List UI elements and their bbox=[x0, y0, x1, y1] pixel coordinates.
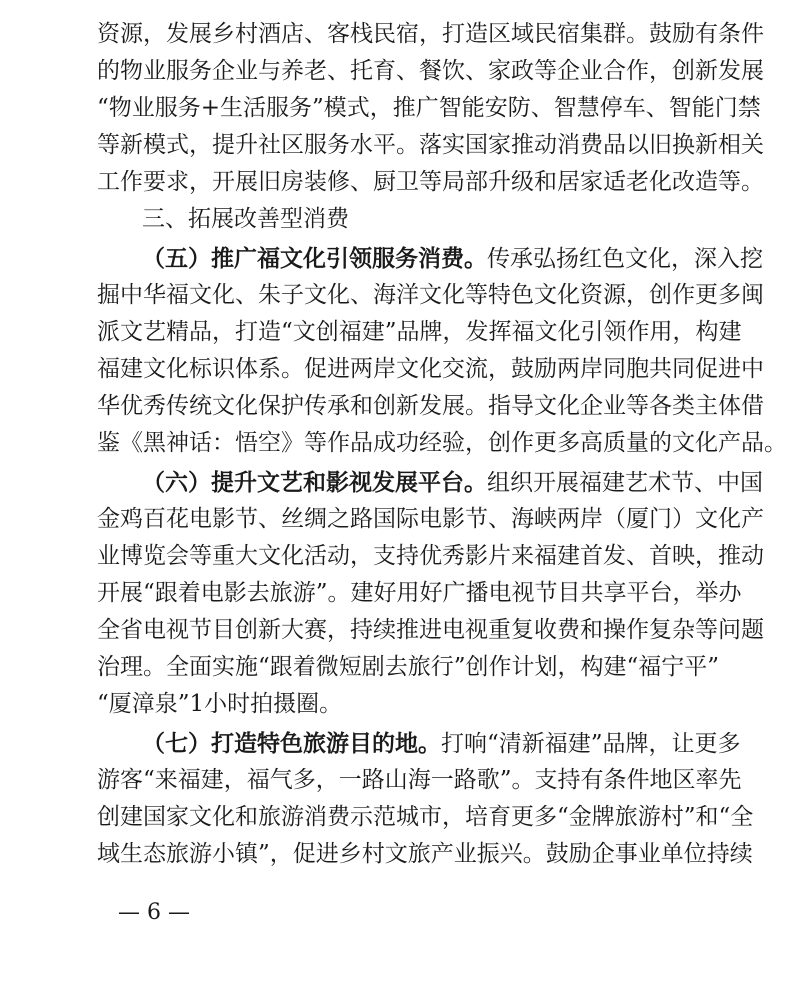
section-heading: 三、拓展改善型消费 bbox=[142, 206, 349, 232]
body-text-line: 全省电视节目创新大赛，持续推进电视重复收费和操作复杂等问题 bbox=[97, 617, 764, 643]
paragraph-subheading: （六）提升文艺和影视发展平台。 bbox=[142, 469, 487, 496]
body-text-line: 等新模式，提升社区服务水平。落实国家推动消费品以旧换新相关 bbox=[97, 132, 764, 158]
body-text-line: 域生态旅游小镇”，促进乡村文旅产业振兴。鼓励企事业单位持续 bbox=[97, 841, 753, 867]
body-text-line: 资源，发展乡村酒店、客栈民宿，打造区域民宿集群。鼓励有条件 bbox=[97, 21, 764, 47]
body-text-line: 派文艺精品，打造“文创福建”品牌，发挥福文化引领作用，构建 bbox=[97, 319, 742, 345]
body-text-line: 华优秀传统文化保护传承和创新发展。指导文化企业等各类主体借 bbox=[97, 393, 764, 419]
paragraph-first-line: （五）推广福文化引领服务消费。传承弘扬红色文化，深入挖 bbox=[142, 245, 763, 272]
body-text-line: 治理。全面实施“跟着微短剧去旅行”创作计划，构建“福宁平” bbox=[97, 654, 720, 680]
paragraph-first-line: （七）打造特色旅游目的地。打响“清新福建”品牌，让更多 bbox=[142, 730, 741, 757]
paragraph-subheading: （七）打造特色旅游目的地。 bbox=[142, 730, 441, 757]
paragraph-first-line: （六）提升文艺和影视发展平台。组织开展福建艺术节、中国 bbox=[142, 469, 763, 496]
body-text-line: 福建文化标识体系。促进两岸文化交流，鼓励两岸同胞共同促进中 bbox=[97, 356, 764, 382]
paragraph-subheading: （五）推广福文化引领服务消费。 bbox=[142, 245, 487, 272]
body-text-line: 游客“来福建，福气多，一路山海一路歌”。支持有条件地区率先 bbox=[97, 767, 742, 793]
body-text-line: 鉴《黑神话：悟空》等作品成功经验，创作更多高质量的文化产品。 bbox=[97, 430, 787, 456]
body-text-line: 创建国家文化和旅游消费示范城市，培育更多“金牌旅游村”和“全 bbox=[97, 804, 754, 830]
body-text-line: 工作要求，开展旧房装修、厨卫等局部升级和居家适老化改造等。 bbox=[97, 169, 764, 195]
body-text-line: 业博览会等重大文化活动，支持优秀影片来福建首发、首映，推动 bbox=[97, 543, 764, 569]
body-text-line: 的物业服务企业与养老、托育、餐饮、家政等企业合作，创新发展 bbox=[97, 58, 764, 84]
body-text-line: 掘中华福文化、朱子文化、海洋文化等特色文化资源，创作更多闽 bbox=[97, 282, 764, 308]
body-text-line: “物业服务+生活服务”模式，推广智能安防、智慧停车、智能门禁 bbox=[97, 95, 761, 121]
body-text-line: 开展“跟着电影去旅游”。建好用好广播电视节目共享平台，举办 bbox=[97, 580, 742, 606]
page-number: — 6 — bbox=[118, 900, 190, 925]
body-text-line: 金鸡百花电影节、丝绸之路国际电影节、海峡两岸（厦门）文化产 bbox=[97, 506, 764, 532]
body-text-line: “厦漳泉”1小时拍摄圈。 bbox=[97, 691, 343, 717]
